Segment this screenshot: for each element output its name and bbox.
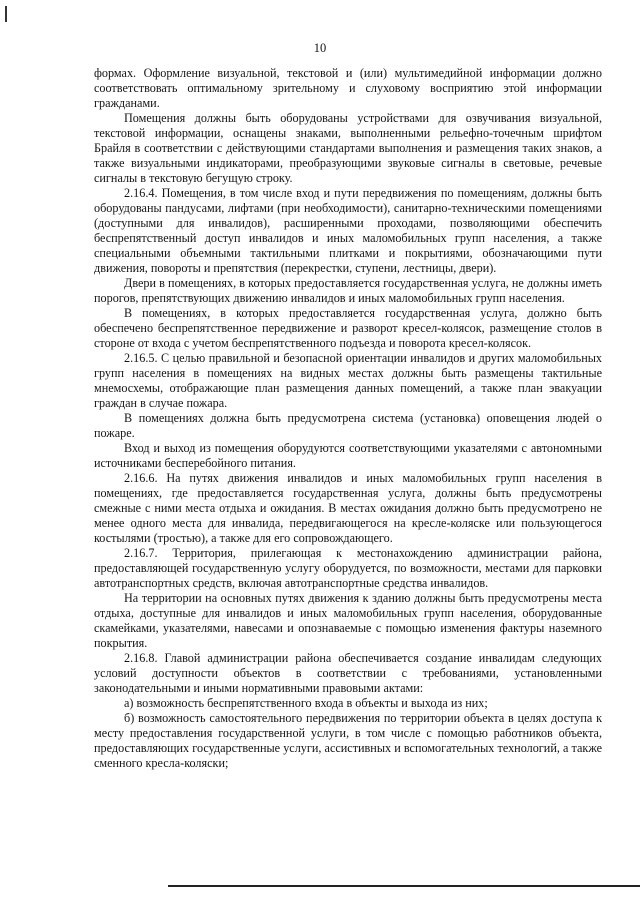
paragraph-doors: Двери в помещениях, в которых предоставляется государственная услуга, не должны иметь порогов, препятствующих движению инвалидов и иных маломобильных групп населения. xyxy=(94,276,602,305)
paragraph-wheelchair-movement: В помещениях, в которых предоставляется государственная услуга, должно быть обеспечено беспрепятственное передвижение и разворот кресел-колясок, размещение столов в стороне от входа с учетом беспрепятственного подъезда и поворота кресел-колясок. xyxy=(94,306,602,350)
paragraph-2-16-6: 2.16.6. На путях движения инвалидов и иных маломобильных групп населения в помещениях, где предоставляется государственная услуга, должны быть предусмотрены смежные с ними места отдыха и ожидания. В местах ожидания должно быть предусмотрено не менее одного места для инвалида, передвигающегося на кресле-коляске или пользующегося костылями (тростью), а также для его сопровождающего. xyxy=(94,471,602,545)
paragraph-entrance-signs: Вход и выход из помещения оборудуются соответствующими указателями с автономными источниками бесперебойного питания. xyxy=(94,441,602,470)
page-number: 10 xyxy=(313,41,327,55)
paragraph-2-16-8: 2.16.8. Главой администрации района обеспечивается создание инвалидам следующих условий доступности объектов в соответствии с требованиями, установленными законодательными и иными нормативными правовыми актами: xyxy=(94,651,602,695)
footer-rule xyxy=(168,885,640,887)
paragraph-continuation: формах. Оформление визуальной, текстовой и (или) мультимедийной информации должно соответствовать оптимальному зрительному и слуховому восприятию этой информации гражданами. xyxy=(94,66,602,110)
scan-margin-mark xyxy=(5,6,7,22)
paragraph-fire-alarm: В помещениях должна быть предусмотрена система (установка) оповещения людей о пожаре. xyxy=(94,411,602,440)
list-item-b: б) возможность самостоятельного передвижения по территории объекта в целях доступа к месту предоставления государственной услуги, в том числе с помощью работников объекта, предоставляющих государственные услуги, ассистивных и вспомогательных технологий, а также сменного кресла-коляски; xyxy=(94,711,602,770)
paragraph-sound-visual-equipment: Помещения должны быть оборудованы устройствами для озвучивания визуальной, текстовой информации, оснащены знаками, выполненными рельефно-точечным шрифтом Брайля в соответствии с действующими стандартами выполнения и размещения таких знаков, а также визуальными индикаторами, преобразующими звуковые сигналы в световые, речевые сигналы в текстовую бегущую строку. xyxy=(94,111,602,185)
paragraph-2-16-5: 2.16.5. С целью правильной и безопасной ориентации инвалидов и других маломобильных групп населения в помещениях на видных местах должны быть размещены тактильные мнемосхемы, отображающие план размещения данных помещений, а также план эвакуации граждан в случае пожара. xyxy=(94,351,602,410)
paragraph-2-16-7: 2.16.7. Территория, прилегающая к местонахождению администрации района, предоставляющей государственную услугу оборудуется, по возможности, местами для парковки автотранспортных средств, включая автотранспортные средства инвалидов. xyxy=(94,546,602,590)
paragraph-rest-areas: На территории на основных путях движения к зданию должны быть предусмотрены места отдыха, доступные для инвалидов и иных маломобильных групп населения, оборудованные скамейками, указателями, навесами и опознаваемые с помощью изменения фактуры наземного покрытия. xyxy=(94,591,602,650)
list-item-a: а) возможность беспрепятственного входа в объекты и выхода из них; xyxy=(124,696,488,710)
paragraph-2-16-4: 2.16.4. Помещения, в том числе вход и пути передвижения по помещениям, должны быть оборудованы пандусами, лифтами (при необходимости), санитарно-техническими помещениями (доступными для инвалидов), расширенными проходами, позволяющими обеспечить беспрепятственный доступ инвалидов и иных маломобильных групп населения, а также специальными объемными тактильными плитками и покрытиями, обозначающими пути движения, повороты и препятствия (перекрестки, ступени, лестницы, двери). xyxy=(94,186,602,275)
document-body xyxy=(94,66,602,771)
